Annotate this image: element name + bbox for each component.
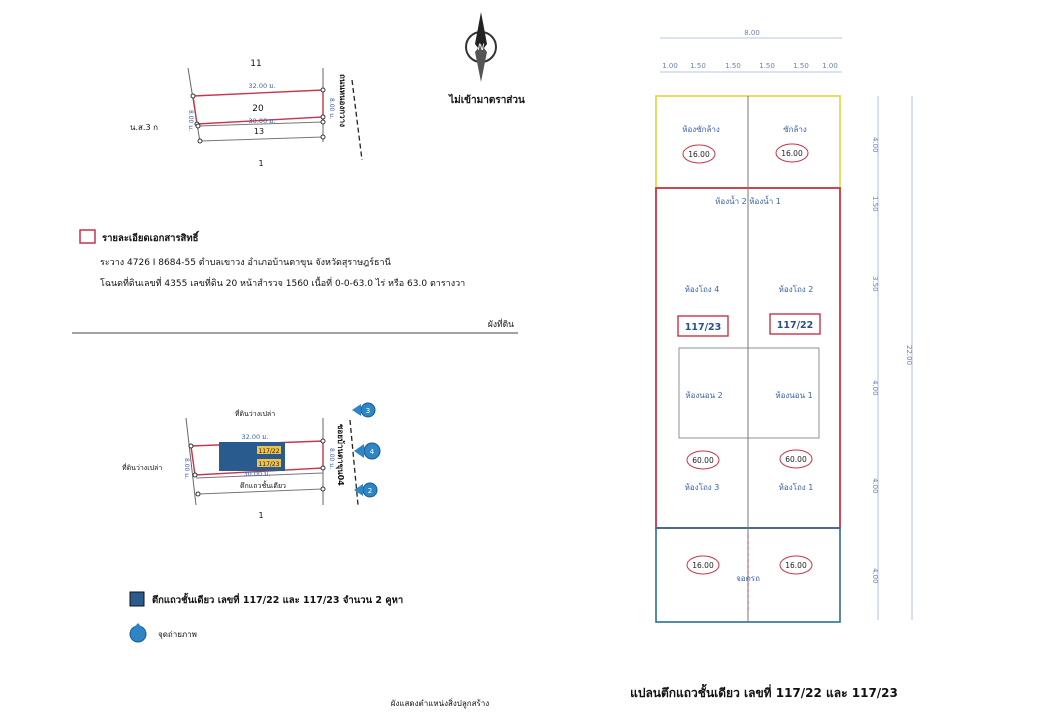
area-label: 16.00 (692, 561, 714, 570)
photo-point-label: 4 (369, 448, 375, 456)
site-plan-caption: ผังแสดงตำแหน่งสิ่งปลูกสร้าง (390, 699, 490, 708)
north-letter: N (477, 43, 485, 53)
photo-point-label: 3 (365, 407, 371, 415)
area-label: 16.00 (785, 561, 807, 570)
depth-total-label: 22.00 (905, 345, 913, 366)
deed-legend-line2: โฉนดที่ดินเลขที่ 4355 เลขที่ดิน 20 หน้าสำรวจ 1560 เนื้อที่ 0-0-63.0 ไร่ หรือ 63.0 ตารางวา (100, 279, 466, 289)
photo-point-legend-text: จุดถ่ายภาพ (158, 630, 197, 639)
room-label: ห้องน้ำ 2 ห้องน้ำ 1 (715, 197, 781, 206)
plot-1-label: 1 (258, 159, 264, 168)
depth-part-label: 3.50 (871, 276, 879, 292)
area-label: 60.00 (692, 456, 714, 465)
floor-plan (630, 29, 913, 700)
room-label: ห้องโถง 4 (684, 285, 720, 294)
room-label: ห้องโถง 1 (778, 483, 814, 492)
depth-part-label: 4.00 (871, 380, 879, 396)
depth-part-label: 4.00 (871, 478, 879, 494)
width-part-label: 1.50 (759, 62, 775, 70)
dim-bottom-label: 30.00 ม. (248, 117, 276, 125)
bdim-right-label: 8.00 ม. (328, 448, 335, 470)
area-label: 16.00 (781, 149, 803, 158)
photo-point-label: 2 (367, 487, 373, 495)
road-label: ถนนหนองกวาง (338, 74, 347, 127)
photo-point-3-icon (352, 403, 375, 417)
building-legend (130, 592, 489, 709)
width-part-label: 1.50 (725, 62, 741, 70)
scale-note: ไม่เข้ามาตราส่วน (449, 95, 525, 106)
room-label: ห้องโถง 3 (684, 483, 720, 492)
deed-legend (72, 230, 518, 333)
row-house-label: ตึกแถวชั้นเดียว (240, 482, 286, 490)
bottom-plot-label: 1 (258, 511, 264, 520)
deed-legend-title: รายละเอียดเอกสารสิทธิ์ (102, 233, 199, 244)
room-label: ห้องซักล้าง (682, 125, 720, 134)
bdim-bottom-label: 30.00 ม. (243, 470, 271, 478)
dim-right-label: 8.00 ม. (328, 98, 335, 120)
width-total-label: 8.00 (744, 29, 760, 37)
room-label: จอดรถ (736, 574, 760, 583)
left-vacant-label: ที่ดินว่างเปล่า (122, 464, 163, 472)
width-part-label: 1.50 (793, 62, 809, 70)
building-legend-text: ตึกแถวชั้นเดียว เลขที่ 117/22 และ 117/23 จำนวน 2 คูหา (152, 595, 404, 606)
bdim-top-label: 32.00 ม. (241, 433, 269, 441)
unit-117-23-tag: 117/23 (258, 461, 280, 468)
land-plan-section-label: ผังที่ดิน (487, 320, 514, 330)
building-location-plan (122, 403, 380, 520)
width-part-label: 1.00 (822, 62, 838, 70)
width-part-label: 1.00 (662, 62, 678, 70)
depth-part-label: 4.00 (871, 137, 879, 153)
plot-13-label: 13 (253, 127, 265, 136)
dim-top-label: 32.00 ม. (248, 82, 276, 90)
top-vacant-label: ที่ดินว่างเปล่า (234, 410, 276, 418)
room-label: ห้องโถง 2 (778, 285, 814, 294)
dim-left-label: 8.00 ม. (187, 110, 194, 132)
room-label: ห้องนอน 2 (685, 391, 723, 400)
area-label: 16.00 (688, 150, 710, 159)
top-land-plan (130, 59, 362, 168)
deed-legend-swatch (80, 230, 95, 243)
photo-point-legend-icon (130, 623, 146, 642)
bdim-left-label: 8.00 ม. (183, 458, 190, 480)
area-label: 60.00 (785, 455, 807, 464)
unit-117-23-label: 117/23 (684, 322, 722, 333)
deed-type-label: น.ส.3 ก (130, 123, 158, 132)
unit-117-22-tag: 117/22 (258, 448, 280, 455)
room-label: ซักล้าง (783, 125, 807, 134)
width-part-label: 1.50 (690, 62, 706, 70)
depth-part-label: 4.00 (871, 568, 879, 584)
floor-plan-title: แปลนตึกแถวชั้นเดียว เลขที่ 117/22 และ 117/23 (630, 686, 898, 700)
room-label: ห้องนอน 1 (775, 391, 813, 400)
soi-label: ซอยบ้านตาขุน04 (336, 424, 345, 486)
depth-part-label: 1.50 (871, 196, 879, 212)
plot-11-label: 11 (250, 59, 262, 69)
photo-point-4-icon (354, 443, 380, 459)
north-arrow-icon (466, 12, 496, 82)
building-legend-swatch (130, 592, 144, 606)
unit-117-22-label: 117/22 (776, 320, 814, 331)
deed-legend-line1: ระวาง 4726 I 8684-55 ตำบลเขาวง อำเภอบ้านตาขุน จังหวัดสุราษฎร์ธานี (100, 258, 391, 268)
plot-20-label: 20 (252, 104, 264, 114)
